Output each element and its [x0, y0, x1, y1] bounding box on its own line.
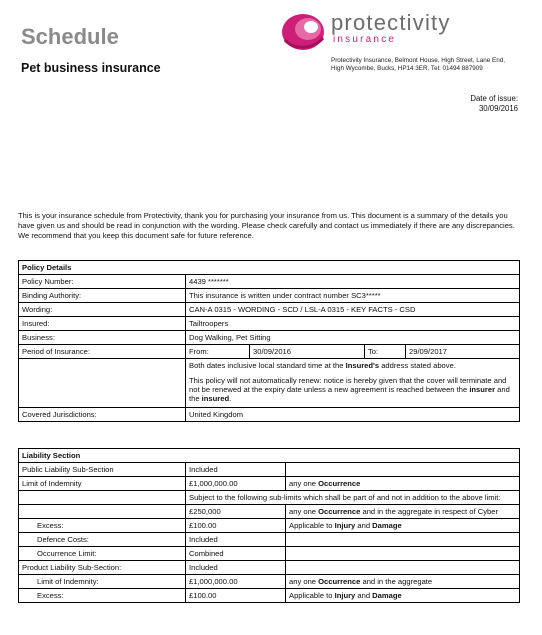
sublimits-note: Subject to the following sub-limits which shall be part of and not in addition to the above limit: [186, 491, 520, 505]
field-desc: Applicable to Injury and Damage [286, 519, 520, 533]
field-desc: any one Occurrence [286, 477, 520, 491]
table-row [19, 491, 520, 505]
field-value: Included [186, 463, 286, 477]
liability-section-table [18, 448, 520, 603]
field-label: Covered Jurisdictions: [19, 408, 186, 422]
field-value: £1,000,000.00 [186, 575, 286, 589]
field-value: Combined [186, 547, 286, 561]
binding-authority: This insurance is written under contract number SC3***** [186, 289, 520, 303]
field-value: £1,000,000.00 [186, 477, 286, 491]
field-desc [286, 561, 520, 575]
logo-swirl-icon [279, 10, 329, 52]
field-desc [286, 463, 520, 477]
field-label: Limit of Indemnity: [19, 575, 186, 589]
table-row [19, 275, 520, 289]
field-value: £100.00 [186, 519, 286, 533]
section-title: Policy Details [19, 261, 520, 275]
period-note: Both dates inclusive local standard time at the Insured's address stated above. [189, 361, 456, 370]
field-label: Excess: [19, 589, 186, 603]
empty-cell [19, 505, 186, 519]
jurisdiction-value: United Kingdom [186, 408, 520, 422]
table-row [19, 533, 520, 547]
renewal-note: This policy will not automatically renew: notice is hereby given that the cover will terminate and not be renewed at the expiry date unless a new agreement is reached between the insurer and the insured. [189, 376, 510, 403]
table-row [19, 519, 520, 533]
field-label: Policy Number: [19, 275, 186, 289]
field-label: Defence Costs: [19, 533, 186, 547]
policy-number: 4439 ******* [186, 275, 520, 289]
table-row [19, 547, 520, 561]
field-value: £250,000 [186, 505, 286, 519]
field-desc: any one Occurrence and in the aggregate in respect of Cyber [286, 505, 520, 519]
field-desc: any one Occurrence and in the aggregate [286, 575, 520, 589]
field-desc: Applicable to Injury and Damage [286, 589, 520, 603]
field-desc [286, 547, 520, 561]
table-row [19, 589, 520, 603]
empty-cell [19, 491, 186, 505]
field-value: £100.00 [186, 589, 286, 603]
field-label: Occurrence Limit: [19, 547, 186, 561]
page-title: Schedule [21, 24, 119, 49]
field-value: Included [186, 561, 286, 575]
to-date: 29/09/2017 [406, 345, 520, 359]
field-label: Excess: [19, 519, 186, 533]
from-label: From: [186, 345, 250, 359]
field-label: Business: [19, 331, 186, 345]
table-row [19, 317, 520, 331]
empty-cell [19, 359, 186, 408]
field-label: Wording: [19, 303, 186, 317]
section-title: Liability Section [19, 449, 520, 463]
table-row [19, 359, 520, 408]
address-line: High Wycombe, Bucks, HP14 3ER. Tel: 01494 887909 [331, 65, 483, 72]
business-value: Dog Walking, Pet Sitting [186, 331, 520, 345]
issue-date-label: Date of issue: [470, 94, 518, 103]
to-label: To: [365, 345, 406, 359]
from-date: 30/09/2016 [250, 345, 365, 359]
table-row [19, 463, 520, 477]
field-desc [286, 533, 520, 547]
table-row [19, 575, 520, 589]
table-row [19, 561, 520, 575]
field-label: Binding Authority: [19, 289, 186, 303]
brand-subname: insurance [333, 34, 397, 45]
table-row [19, 477, 520, 491]
field-label: Insured: [19, 317, 186, 331]
field-label: Limit of Indemnity [19, 477, 186, 491]
intro-text: This is your insurance schedule from Protectivity, thank you for purchasing your insurance from us. This document is a summary of the details you have given us and should be read in conjunction with the wording. Please check carefully and contact us immediately if there are any discrepancies. We recommend that you keep this document safe for future reference. [18, 211, 515, 240]
field-label: Period of Insurance: [19, 345, 186, 359]
issue-date-block [470, 94, 518, 114]
wording-value: CAN-A 0315 - WORDING - SCD / LSL-A 0315 - KEY FACTS - CSD [186, 303, 520, 317]
field-label: Product Liability Sub-Section: [19, 561, 186, 575]
period-notes [186, 359, 520, 408]
insured-value: Tailtroopers [186, 317, 520, 331]
field-value: Included [186, 533, 286, 547]
address-line: Protectivity Insurance, Belmont House, High Street, Lane End, [331, 57, 505, 64]
company-address [331, 57, 531, 73]
table-row [19, 345, 520, 359]
table-row [19, 408, 520, 422]
table-row [19, 331, 520, 345]
table-row [19, 289, 520, 303]
page-subtitle: Pet business insurance [21, 61, 161, 75]
field-label: Public Liability Sub-Section [19, 463, 186, 477]
issue-date-value: 30/09/2016 [478, 104, 518, 113]
table-row [19, 303, 520, 317]
protectivity-logo [279, 10, 529, 50]
table-row [19, 505, 520, 519]
brand-name: protectivity [331, 10, 451, 35]
policy-details-table [18, 260, 520, 422]
